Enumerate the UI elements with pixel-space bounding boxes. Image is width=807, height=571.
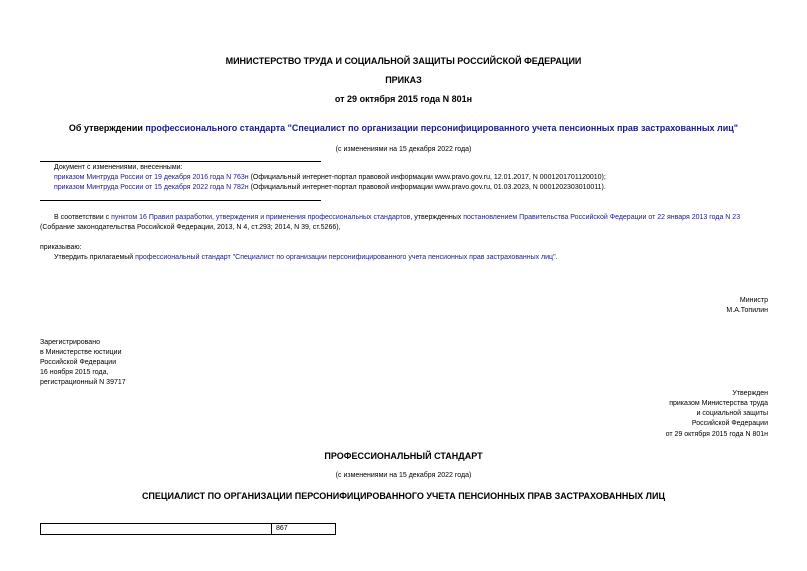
preamble-text: В соответствии с — [54, 214, 112, 221]
registration-line: в Министерстве юстиции — [40, 349, 122, 356]
registration-line: регистрационный N 39717 — [40, 379, 126, 386]
changes-box-label: Документ с изменениями, внесенными: — [54, 164, 183, 171]
standard-reg-number-cell — [272, 524, 336, 535]
standard-registration-table — [40, 523, 336, 535]
changes-box-bottom-rule — [40, 200, 321, 201]
approval-line: Российской Федерации — [691, 420, 768, 427]
preamble-line-1 — [54, 213, 740, 222]
professional-standard-link[interactable]: профессиональный стандарт "Специалист по организации персонифицированного учета пенсионных прав застрахованных лиц" — [135, 254, 556, 261]
change-order-text: (Официальный интернет-портал правовой информации www.pravo.gov.ru, 01.03.2023, N 0001202303010011). — [248, 184, 606, 191]
rules-link[interactable]: пунктом 16 Правил разработки, утверждения и применения профессиональных стандартов — [111, 214, 411, 221]
approve-paragraph — [54, 253, 558, 262]
changes-item — [54, 183, 606, 192]
preamble-text: , утвержденных — [410, 214, 464, 221]
ministry-title: МИНИСТЕРСТВО ТРУДА И СОЦИАЛЬНОЙ ЗАЩИТЫ РОССИЙСКОЙ ФЕДЕРАЦИИ — [225, 56, 582, 66]
changes-note: (с изменениями на 15 декабря 2022 года) — [335, 146, 472, 153]
changes-box-top-rule — [40, 161, 321, 162]
standard-heading: ПРОФЕССИОНАЛЬНЫЙ СТАНДАРТ — [324, 451, 483, 461]
approve-text: . — [555, 254, 558, 261]
standard-name: СПЕЦИАЛИСТ ПО ОРГАНИЗАЦИИ ПЕРСОНИФИЦИРОВАННОГО УЧЕТА ПЕНСИОННЫХ ПРАВ ЗАСТРАХОВАННЫХ ЛИЦ — [141, 491, 666, 501]
registration-line: 16 ноября 2015 года, — [40, 369, 109, 376]
document-title-prefix: Об утверждении — [68, 123, 146, 133]
standard-changes-note: (с изменениями на 15 декабря 2022 года) — [335, 472, 472, 479]
order-word: приказываю: — [40, 244, 82, 251]
standard-code-cell — [41, 524, 272, 535]
approval-line: Утвержден — [732, 390, 768, 397]
approval-line: приказом Министерства труда — [669, 400, 768, 407]
change-order-link[interactable]: приказом Минтруда России от 19 декабря 2016 года N 763н — [54, 174, 249, 181]
document-title — [0, 123, 807, 134]
order-type: ПРИКАЗ — [385, 75, 422, 85]
changes-item — [54, 173, 606, 182]
standard-reg-number: 867 — [276, 525, 288, 532]
signature-name: М.А.Топилин — [726, 307, 768, 314]
professional-standard-title-link[interactable]: профессионального стандарта "Специалист по организации персонифицированного учета пенсионных прав застрахованных лиц" — [145, 123, 739, 133]
change-order-link[interactable]: приказом Минтруда России от 15 декабря 2022 года N 782н — [54, 184, 249, 191]
government-decree-link[interactable]: постановлением Правительства Российской Федерации от 22 января 2013 года N 23 — [463, 214, 741, 221]
signature-position: Министр — [739, 297, 768, 304]
approve-text: Утвердить прилагаемый — [54, 254, 136, 261]
registration-line: Зарегистрировано — [40, 339, 100, 346]
preamble-line-2: (Собрание законодательства Российской Федерации, 2013, N 4, ст.293; 2014, N 39, ст.5266), — [40, 224, 341, 231]
registration-line: Российской Федерации — [40, 359, 117, 366]
change-order-text: (Официальный интернет-портал правовой информации www.pravo.gov.ru, 12.01.2017, N 0001201701120010); — [248, 174, 606, 181]
order-date: от 29 октября 2015 года N 801н — [334, 94, 473, 104]
approval-line: от 29 октября 2015 года N 801н — [665, 431, 768, 438]
approval-line: и социальной защиты — [696, 410, 768, 417]
